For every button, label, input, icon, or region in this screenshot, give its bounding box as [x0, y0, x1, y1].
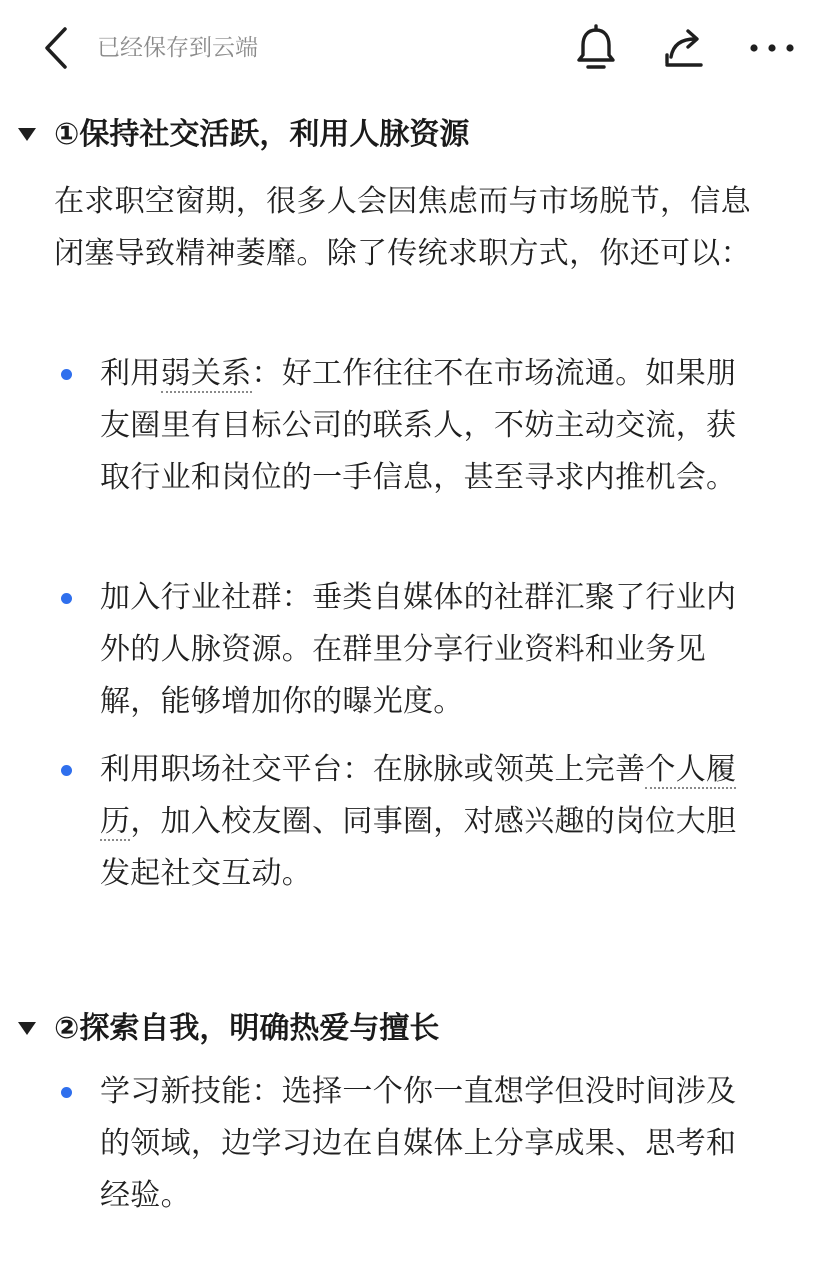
list-item-text-before: 学习新技能：选择一个你一直想学但没时间涉及的领域，边学习边在自媒体上分享成果、思考和经验。 [100, 1074, 737, 1213]
list-item-text-before: 利用职场社交平台：在脉脉或领英上完善 [100, 752, 646, 787]
chevron-left-icon [41, 25, 71, 71]
bullet-dot [61, 369, 72, 380]
list-item-text [100, 744, 760, 900]
caret-down-icon[interactable] [18, 128, 36, 141]
more-button[interactable] [746, 22, 798, 74]
list-item-text-before: 加入行业社群：垂类自媒体的社群汇聚了行业内外的人脉资源。在群里分享行业资料和业务见解，能够增加你的曝光度。 [100, 580, 737, 719]
share-button[interactable] [658, 22, 710, 74]
list-item-text-before: 利用 [100, 356, 161, 391]
list-item-text-after: ：好工作往往不在市场流通。如果朋友圈里有目标公司的联系人，不妨主动交流，获取行业和岗位的一手信息，甚至寻求内推机会。 [100, 356, 737, 495]
section-header-1[interactable] [0, 112, 828, 160]
list-item-text [100, 572, 760, 728]
caret-down-icon[interactable] [18, 1022, 36, 1035]
term-link[interactable]: 个人履历 [100, 752, 737, 839]
share-icon [661, 25, 707, 71]
bell-icon [574, 24, 618, 72]
notification-button[interactable] [570, 22, 622, 74]
list-item-text [100, 348, 760, 504]
bullet-dot [61, 765, 72, 776]
list-item-text-after: ，加入校友圈、同事圈，对感兴趣的岗位大胆发起社交互动。 [100, 804, 737, 891]
list-item-text [100, 1066, 760, 1222]
section-intro: 在求职空窗期，很多人会因焦虑而与市场脱节，信息闭塞导致精神萎靡。除了传统求职方式，你还可以： [54, 184, 751, 271]
section-header-2[interactable] [0, 1006, 828, 1054]
bullet-dot [61, 593, 72, 604]
save-status: 已经保存到云端 [97, 35, 258, 61]
bullet-dot [61, 1087, 72, 1098]
section-title: ②探索自我，明确热爱与擅长 [54, 1011, 440, 1046]
back-button[interactable] [34, 24, 78, 72]
top-bar [0, 0, 828, 96]
term-link[interactable]: 弱关系 [160, 356, 252, 391]
section-title: ①保持社交活跃，利用人脉资源 [54, 117, 470, 152]
more-horizontal-icon [748, 42, 796, 54]
